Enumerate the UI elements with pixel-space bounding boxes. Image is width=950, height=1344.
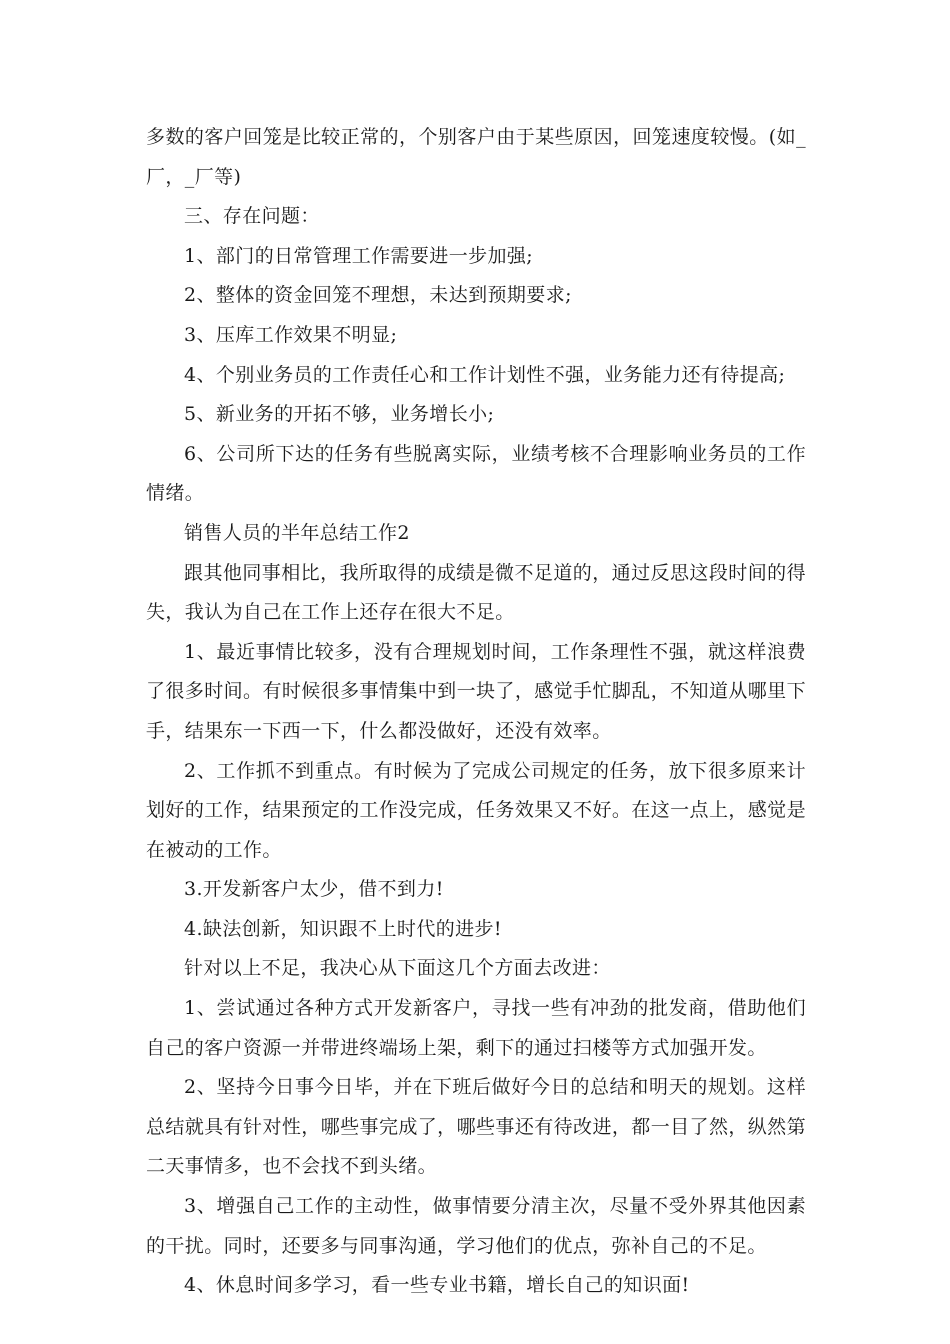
intro-paragraph: 跟其他同事相比，我所取得的成绩是微不足道的，通过反思这段时间的得失，我认为自己在工作上还存在很大不足。 <box>146 561 806 624</box>
improvement-item-1: 1、尝试通过各种方式开发新客户，寻找一些有冲劲的批发商，借助他们自己的客户资源一并带进终端场上架，剩下的通过扫楼等方式加强开发。 <box>146 997 806 1059</box>
problem-item-2: 2、整体的资金回笼不理想，未达到预期要求; <box>184 284 572 307</box>
problem-item-1: 1、部门的日常管理工作需要进一步加强; <box>184 244 534 267</box>
problem-item-3: 3、压库工作效果不明显; <box>184 323 398 346</box>
section-heading-problems: 三、存在问题： <box>184 205 320 228</box>
problem-item-6: 6、公司所下达的任务有些脱离实际，业绩考核不合理影响业务员的工作情绪。 <box>146 442 806 505</box>
shortcoming-item-3: 3.开发新客户太少，借不到力! <box>184 878 444 901</box>
document-body <box>146 118 806 1306</box>
problem-item-4: 4、个别业务员的工作责任心和工作计划性不强，业务能力还有待提高; <box>184 363 786 386</box>
shortcoming-item-4: 4.缺法创新，知识跟不上时代的进步! <box>184 917 502 940</box>
shortcoming-item-1: 1、最近事情比较多，没有合理规划时间，工作条理性不强，就这样浪费了很多时间。有时候很多事情集中到一块了，感觉手忙脚乱，不知道从哪里下手，结果东一下西一下，什么都没做好，还没有效率。 <box>146 640 806 742</box>
improvement-item-3: 3、增强自己工作的主动性，做事情要分清主次，尽量不受外界其他因素的干扰。同时，还要多与同事沟通，学习他们的优点，弥补自己的不足。 <box>146 1195 806 1257</box>
section-title-summary-2: 销售人员的半年总结工作2 <box>184 521 410 544</box>
improvement-item-4: 4、休息时间多学习，看一些专业书籍，增长自己的知识面! <box>184 1274 690 1297</box>
paragraph-continuation: 多数的客户回笼是比较正常的，个别客户由于某些原因，回笼速度较慢。(如_厂，_厂等) <box>146 126 806 188</box>
improvement-intro: 针对以上不足，我决心从下面这几个方面去改进： <box>184 957 611 980</box>
improvement-item-2: 2、坚持今日事今日毕，并在下班后做好今日的总结和明天的规划。这样总结就具有针对性，哪些事完成了，哪些事还有待改进，都一目了然，纵然第二天事情多，也不会找不到头绪。 <box>146 1076 806 1178</box>
shortcoming-item-2: 2、工作抓不到重点。有时候为了完成公司规定的任务，放下很多原来计划好的工作，结果预定的工作没完成，任务效果又不好。在这一点上，感觉是在被动的工作。 <box>146 759 806 861</box>
problem-item-5: 5、新业务的开拓不够，业务增长小; <box>184 403 495 426</box>
